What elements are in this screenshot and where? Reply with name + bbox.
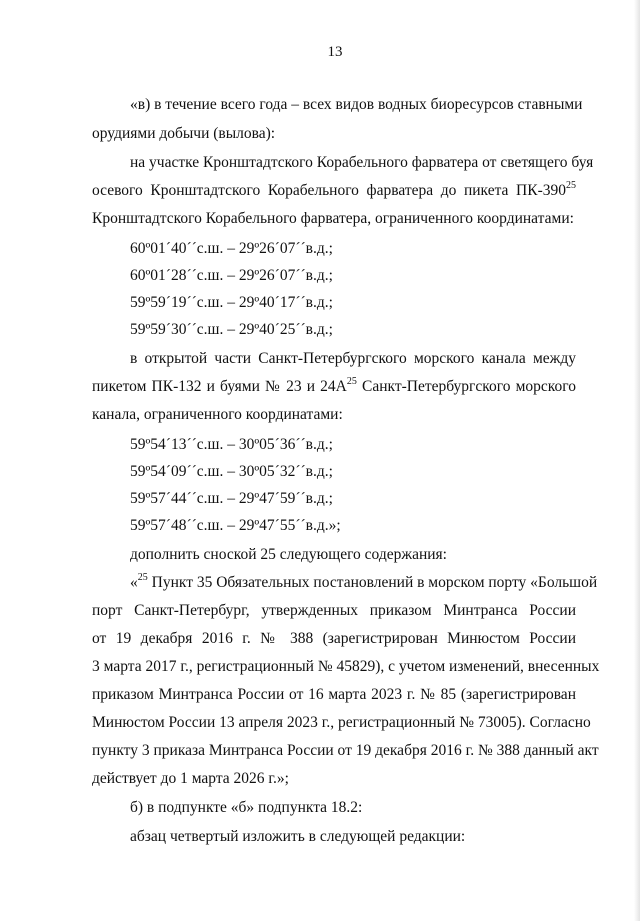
coordinate-line: 59º59´19´´с.ш. – 29º40´17´´в.д.; <box>130 294 333 311</box>
text-line: действует до 1 марта 2026 г.»; <box>92 770 289 787</box>
text-line: орудиями добычи (вылова): <box>92 125 276 142</box>
coordinate-line: 59º57´44´´с.ш. – 29º47´59´´в.д.; <box>130 490 333 507</box>
text-line: Кронштадтского Корабельного фарватера, ограниченного координатами: <box>92 210 574 227</box>
text-line: приказом Минтранса России от 16 марта 2023 г. № 85 (зарегистрирован <box>92 686 576 703</box>
text-span: Санкт-Петербургского морского <box>356 378 576 395</box>
coordinate-line: 59º57´48´´с.ш. – 29º47´55´´в.д.»; <box>130 517 341 534</box>
text-span: Пункт 35 Обязательных постановлений в морском порту «Большой <box>147 574 598 591</box>
text-line: дополнить сноской 25 следующего содержания: <box>130 546 447 563</box>
footnote-ref: 25 <box>566 179 576 191</box>
coordinate-line: 59º54´09´´с.ш. – 30º05´32´´в.д.; <box>130 463 333 480</box>
text-line: б) в подпункте «б» подпункта 18.2: <box>130 799 363 816</box>
text-line: порт Санкт-Петербург, утвержденных приказом Минтранса России <box>92 602 576 619</box>
text-line: от 19 декабря 2016 г. № 388 (зарегистрирован Минюстом России <box>92 630 576 647</box>
footnote-ref: 25 <box>137 571 148 583</box>
text-line: канала, ограниченного координатами: <box>92 406 343 423</box>
text-line: 3 марта 2017 г., регистрационный № 45829), с учетом изменений, внесенных <box>92 658 600 675</box>
text-line <box>92 377 576 397</box>
coordinate-line: 60º01´40´´с.ш. – 29º26´07´´в.д.; <box>130 240 333 257</box>
footnote-ref: 25 <box>346 375 357 387</box>
text-span: « <box>130 574 138 591</box>
text-line: Минюстом России 13 апреля 2023 г., регистрационный № 73005). Согласно <box>92 714 591 731</box>
text-line: на участке Кронштадтского Корабельного фарватера от светящего буя <box>130 154 594 171</box>
text-line: абзац четвертый изложить в следующей редакции: <box>130 828 466 845</box>
text-span: осевого Кронштадтского Корабельного фарватера до пикета ПК-390 <box>92 182 566 199</box>
text-span: пикетом ПК-132 и буями № 23 и 24А <box>92 378 347 395</box>
coordinate-line: 60º01´28´´с.ш. – 29º26´07´´в.д.; <box>130 267 333 284</box>
page-edge-shadow <box>634 0 640 921</box>
coordinate-line: 59º59´30´´с.ш. – 29º40´25´´в.д.; <box>130 321 333 338</box>
coordinate-line: 59º54´13´´с.ш. – 30º05´36´´в.д.; <box>130 436 333 453</box>
text-line: в открытой части Санкт-Петербургского морского канала между <box>130 350 576 367</box>
text-line: «в) в течение всего года – всех видов водных биоресурсов ставными <box>130 96 583 113</box>
page-number: 13 <box>327 44 343 60</box>
text-line: пункту 3 приказа Минтранса России от 19 декабря 2016 г. № 388 данный акт <box>92 742 599 759</box>
text-line <box>92 181 576 201</box>
text-line <box>130 571 598 593</box>
